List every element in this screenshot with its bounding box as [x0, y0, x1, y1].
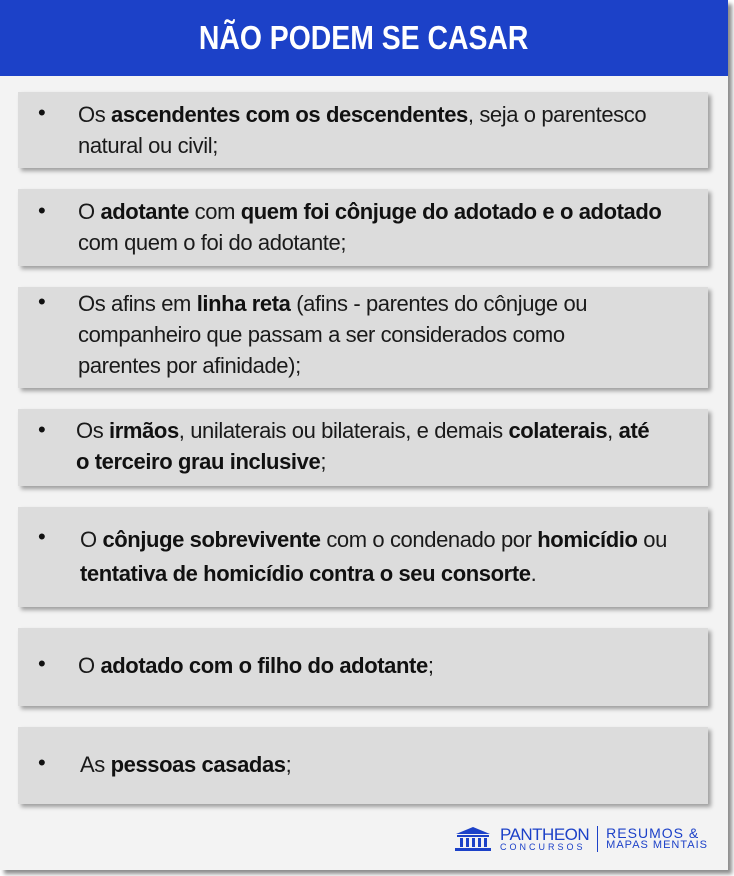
emphasis-text: adotante — [100, 199, 189, 224]
plain-text: . — [530, 561, 537, 586]
tagline — [606, 826, 708, 852]
tagline-line-2: MAPAS MENTAIS — [606, 839, 708, 852]
divider — [597, 826, 598, 852]
plain-text: ; — [427, 653, 434, 678]
item-text — [78, 99, 648, 161]
bullet: • — [38, 417, 46, 442]
plain-text: As — [80, 752, 111, 777]
item-text — [80, 523, 668, 591]
plain-text: (afins - parentes do cônjuge ou companheiro que passam a ser considerados como parentes por afinidade); — [78, 291, 588, 378]
plain-text: Os afins em — [78, 291, 197, 316]
plain-text: O — [78, 653, 101, 678]
plain-text: O — [78, 199, 101, 224]
list-item — [18, 727, 708, 804]
item-text — [78, 650, 690, 681]
list-item — [18, 189, 708, 266]
page-title: NÃO PODEM SE CASAR — [199, 19, 529, 56]
plain-text: com — [188, 199, 241, 224]
emphasis-text: homicídio — [537, 527, 638, 552]
temple-icon — [454, 826, 492, 852]
bullet: • — [38, 289, 46, 314]
bullet: • — [38, 651, 46, 676]
list-item — [18, 507, 708, 607]
bullet: • — [38, 198, 46, 223]
brand-name — [500, 826, 589, 852]
emphasis-text: irmãos — [109, 418, 179, 443]
brand-subtitle: CONCURSOS — [499, 841, 586, 852]
bullet: • — [38, 524, 46, 549]
emphasis-text: pessoas casadas — [110, 752, 286, 777]
emphasis-text: colaterais — [508, 418, 608, 443]
emphasis-text: linha reta — [196, 291, 291, 316]
plain-text: Os — [76, 418, 110, 443]
plain-text: , seja o parentesco natural ou civil; — [78, 102, 647, 158]
emphasis-text: até o terceiro grau inclusive — [76, 418, 650, 474]
emphasis-text: adotado com o filho do adotante — [100, 653, 428, 678]
plain-text: , — [607, 418, 619, 443]
item-text — [78, 196, 700, 258]
header-banner — [0, 0, 728, 76]
list-item — [18, 628, 708, 706]
item-text — [76, 415, 658, 477]
footer-logo — [454, 826, 708, 852]
brand-title: PANTHEON — [499, 824, 590, 844]
item-text — [80, 749, 690, 780]
plain-text: O — [80, 527, 103, 552]
emphasis-text: tentativa de homicídio contra o seu consorte — [80, 561, 531, 586]
list-item — [18, 287, 708, 388]
bullet: • — [38, 750, 46, 775]
tagline-line-1: RESUMOS & — [606, 824, 700, 841]
plain-text: Os — [78, 102, 112, 127]
plain-text: ou — [637, 527, 667, 552]
plain-text: ; — [320, 449, 327, 474]
emphasis-text: cônjuge sobrevivente — [102, 527, 321, 552]
plain-text: com quem o foi do adotante; — [78, 230, 347, 255]
emphasis-text: ascendentes com os descendentes — [111, 102, 468, 127]
plain-text: , unilaterais ou bilaterais, e demais — [178, 418, 509, 443]
list-item — [18, 92, 708, 168]
item-text — [78, 288, 648, 381]
list-item — [18, 409, 708, 486]
bullet: • — [38, 100, 46, 125]
emphasis-text: quem foi cônjuge do adotado e o adotado — [240, 199, 662, 224]
plain-text: com o condenado por — [320, 527, 538, 552]
plain-text: ; — [285, 752, 292, 777]
